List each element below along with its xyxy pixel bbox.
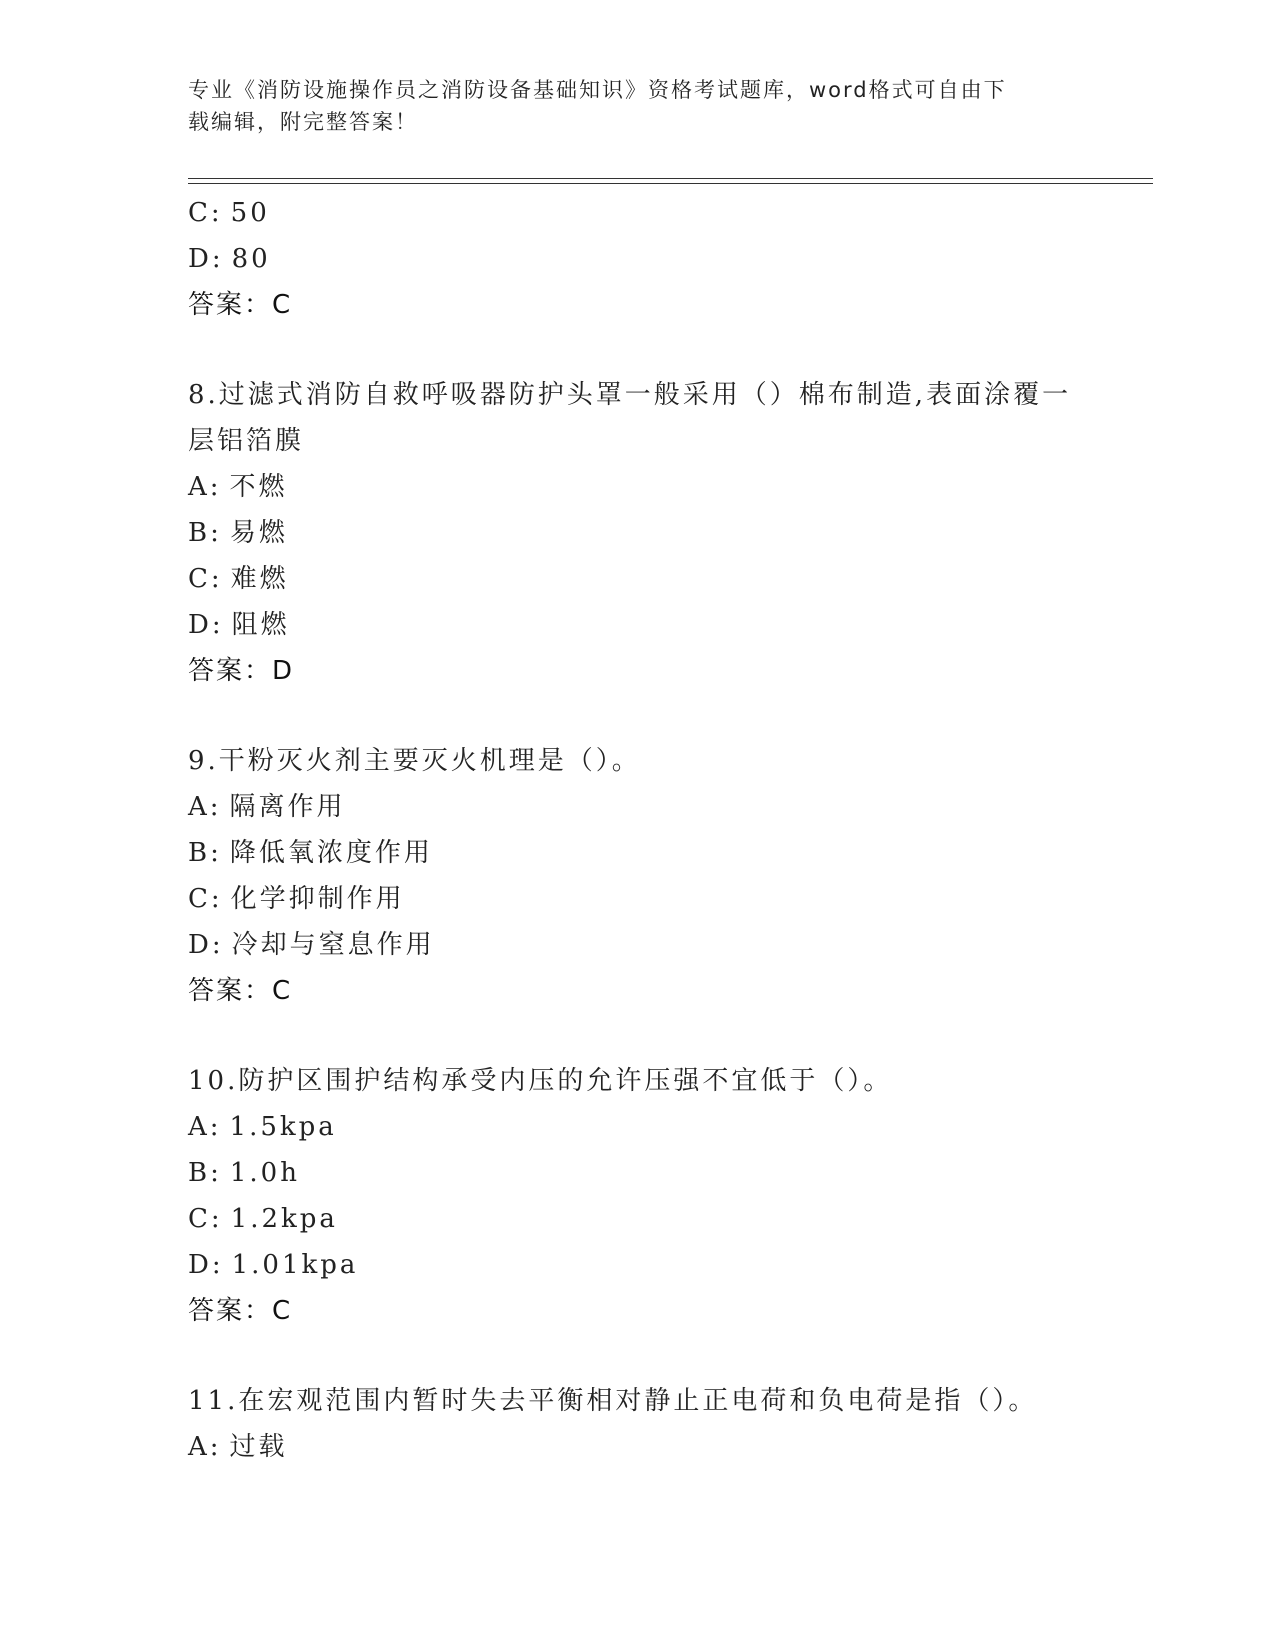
option-a — [188, 1104, 1088, 1150]
option-text: 化学抑制作用 — [230, 884, 405, 914]
question-block-9 — [188, 738, 1088, 1014]
question-block-11 — [188, 1378, 1088, 1470]
option-text: 冷却与窒息作用 — [231, 930, 435, 960]
option-key: D: — [188, 930, 224, 960]
option-d — [188, 922, 1088, 968]
option-text: 阻燃 — [231, 610, 290, 640]
header-divider-top — [188, 178, 1153, 179]
option-text: 易燃 — [229, 518, 288, 548]
option-text: 1.01kpa — [231, 1250, 359, 1280]
option-text: 隔离作用 — [229, 792, 346, 822]
option-b — [188, 510, 1088, 556]
document-header — [188, 74, 1068, 138]
option-key: A: — [188, 1432, 222, 1462]
answer-line: 答案：C — [188, 976, 293, 1006]
question-block-previous — [188, 190, 1088, 328]
option-text: 不燃 — [229, 472, 288, 502]
question-text: 8.过滤式消防自救呼吸器防护头罩一般采用（）棉布制造,表面涂覆一层铝箔膜 — [188, 380, 1072, 456]
option-key: D: — [188, 610, 224, 640]
option-c — [188, 556, 1088, 602]
option-a — [188, 1424, 1088, 1470]
option-key: B: — [188, 1158, 222, 1188]
option-key: D: — [188, 1250, 224, 1280]
option-text: 1.5kpa — [229, 1112, 337, 1142]
option-d — [188, 1242, 1088, 1288]
option-key: B: — [188, 518, 222, 548]
option-key: C: — [188, 564, 223, 594]
option-text: 80 — [231, 244, 271, 274]
answer-line: 答案：C — [188, 1296, 293, 1326]
question-block-8 — [188, 372, 1088, 694]
option-key: C: — [188, 198, 223, 228]
option-b — [188, 830, 1088, 876]
option-a — [188, 464, 1088, 510]
option-text: 1.2kpa — [230, 1204, 338, 1234]
option-text: 降低氧浓度作用 — [229, 838, 433, 868]
option-text: 难燃 — [230, 564, 289, 594]
option-text: 1.0h — [229, 1158, 300, 1188]
option-key: C: — [188, 884, 223, 914]
option-b — [188, 1150, 1088, 1196]
header-line-2: 载编辑，附完整答案！ — [188, 110, 418, 134]
answer-line: 答案：C — [188, 290, 293, 320]
option-c — [188, 190, 1088, 236]
option-a — [188, 784, 1088, 830]
question-list — [188, 190, 1088, 1470]
question-text: 11.在宏观范围内暂时失去平衡相对静止正电荷和负电荷是指（）。 — [188, 1386, 1038, 1416]
option-c — [188, 876, 1088, 922]
option-key: A: — [188, 792, 222, 822]
question-text: 10.防护区围护结构承受内压的允许压强不宜低于（）。 — [188, 1066, 893, 1096]
option-key: B: — [188, 838, 222, 868]
option-text: 50 — [230, 198, 270, 228]
question-block-10 — [188, 1058, 1088, 1334]
question-text: 9.干粉灭火剂主要灭火机理是（）。 — [188, 746, 641, 776]
option-key: A: — [188, 472, 222, 502]
option-d — [188, 236, 1088, 282]
option-d — [188, 602, 1088, 648]
header-divider-bottom — [188, 183, 1153, 184]
option-key: C: — [188, 1204, 223, 1234]
header-line-1: 专业《消防设施操作员之消防设备基础知识》资格考试题库，word格式可自由下 — [188, 78, 1007, 102]
option-key: D: — [188, 244, 224, 274]
option-c — [188, 1196, 1088, 1242]
option-text: 过载 — [229, 1432, 288, 1462]
option-key: A: — [188, 1112, 222, 1142]
answer-line: 答案：D — [188, 656, 295, 686]
